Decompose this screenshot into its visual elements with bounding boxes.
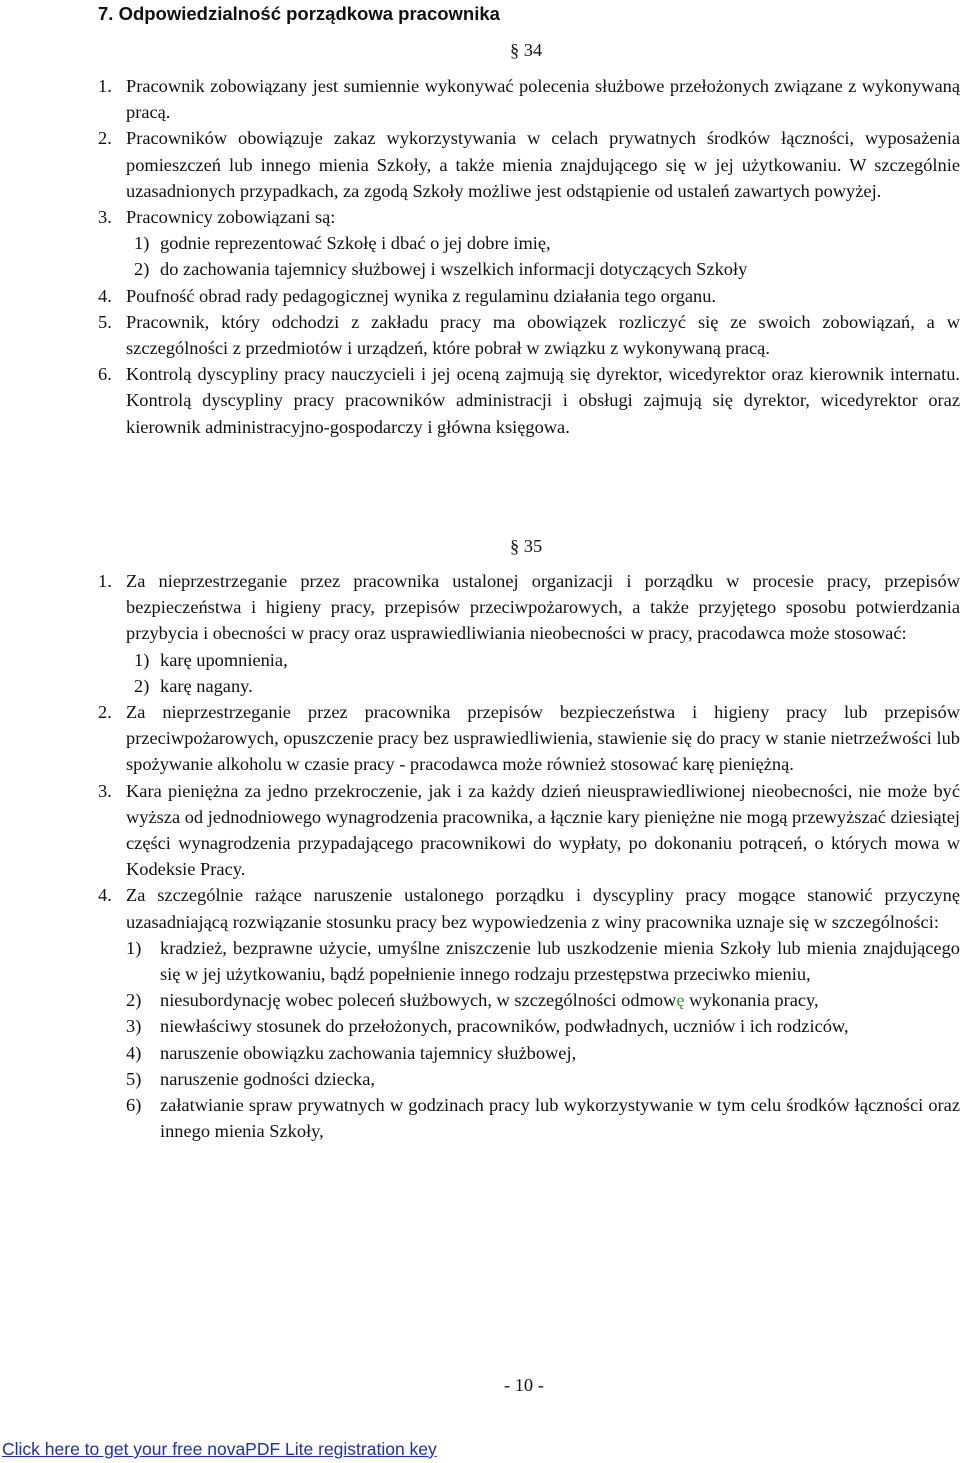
s35-p4-item-2: 2) niesubordynację wobec poleceń służbowych, w szczególności odmowę wykonania pracy, — [126, 990, 819, 1011]
s35-paragraph-2: 2. Za nieprzestrzeganie przez pracownika przepisów bezpieczeństwa i higieny pracy lub przepisów przeciwpożarowych, opuszczenie pracy bez usprawiedliwienia, stawienie się do pracy w stanie nietrzeźwości lub spożywanie alkoholu w czasie pracy - pracodawca może również stosować karę pieniężną. — [98, 702, 960, 775]
chapter-heading: 7. Odpowiedzialność porządkowa pracownika — [98, 3, 500, 24]
s35-p4-item-3: 3) niewłaściwy stosunek do przełożonych, pracowników, podwładnych, uczniów i ich rodziców, — [126, 1016, 849, 1037]
section-35-body — [98, 568, 960, 1144]
highlighted-letter: ę — [676, 990, 685, 1011]
page-number: - 10 - — [504, 1375, 544, 1395]
s35-paragraph-4: 4. Za szczególnie rażące naruszenie ustalonego porządku i dyscypliny pracy mogące stanowić przyczynę uzasadniającą rozwiązanie stosunku pracy bez wypowiedzenia z winy pracownika uznaje się w szczególności: — [98, 885, 960, 932]
s35-paragraph-1: 1. Za nieprzestrzeganie przez pracownika ustalonej organizacji i porządku w procesie pracy, przepisów bezpieczeństwa i higieny pracy, przepisów przeciwpożarowych, a także przyjętego sposobu potwierdzania przybycia i obecności w pracy oraz usprawiedliwiania nieobecności w pracy, pracodawca może stosować: — [98, 571, 960, 644]
s34-paragraph-1: 1. Pracownik zobowiązany jest sumiennie wykonywać polecenia służbowe przełożonych związane z wykonywaną pracą. — [98, 76, 960, 123]
section-34-mark: § 34 — [510, 40, 543, 60]
section-34-body — [98, 73, 960, 440]
s34-paragraph-5: 5. Pracownik, który odchodzi z zakładu pracy ma obowiązek rozliczyć się ze swoich zobowiązań, a w szczególności z przedmiotów i urządzeń, które pobrał w związku z wykonywaną pracą. — [98, 311, 960, 359]
s34-paragraph-4: 4. Poufność obrad rady pedagogicznej wynika z regulaminu działania tego organu. — [98, 285, 717, 306]
s34-p3-item-2: 2) do zachowania tajemnicy służbowej i wszelkich informacji dotyczących Szkoły — [134, 259, 748, 280]
s35-p1-item-2: 2) karę nagany. — [134, 675, 253, 696]
s35-p4-item-4: 4) naruszenie obowiązku zachowania tajemnicy służbowej, — [126, 1042, 577, 1063]
s34-paragraph-3: 3. Pracownicy zobowiązani są: — [98, 207, 336, 228]
novapdf-registration-link[interactable]: Click here to get your free novaPDF Lite registration key — [2, 1439, 437, 1459]
s35-p4-item-1: 1) kradzież, bezprawne użycie, umyślne zniszczenie lub uszkodzenie mienia Szkoły lub mienia znajdującego się w jej użytkowaniu, bądź popełnienie innego rodzaju przestępstwa przeciwko mieniu, — [126, 937, 960, 985]
s34-paragraph-6: 6. Kontrolą dyscypliny pracy nauczycieli i jej oceną zajmują się dyrektor, wicedyrektor oraz kierownik internatu. Kontrolą dyscypliny pracy pracowników administracji i obsługi zajmują się dyrektor, wicedyrektor oraz kierownik administracyjno-gospodarczy i główna księgowa. — [98, 364, 960, 437]
s35-p4-item-6: 6) załatwianie spraw prywatnych w godzinach pracy lub wykorzystywanie w tym celu środków łączności oraz innego mienia Szkoły, — [126, 1095, 960, 1142]
s35-paragraph-3: 3. Kara pieniężna za jedno przekroczenie, jak i za każdy dzień nieusprawiedliwionej nieobecności, nie może być wyższa od jednodniowego wynagrodzenia pracownika, a łącznie kary pieniężne nie mogą przewyższać dziesiątej części wynagrodzenia przypadającego pracownikowi do wypłaty, po dokonaniu potrąceń, o których mowa w Kodeksie Pracy. — [98, 780, 960, 880]
s35-p4-item-5: 5) naruszenie godności dziecka, — [126, 1068, 375, 1089]
s34-paragraph-2: 2. Pracowników obowiązuje zakaz wykorzystywania w celach prywatnych środków łączności, wyposażenia pomieszczeń lub innego mienia Szkoły, a także mienia znajdującego się w jej użytkowaniu. W szczególnie uzasadnionych przypadkach, za zgodą Szkoły możliwe jest odstąpienie od ustaleń zawartych powyżej. — [98, 128, 960, 201]
section-35-mark: § 35 — [510, 536, 543, 556]
s35-p1-item-1: 1) karę upomnienia, — [134, 649, 288, 670]
s34-p3-item-1: 1) godnie reprezentować Szkołę i dbać o jej dobre imię, — [134, 233, 551, 254]
